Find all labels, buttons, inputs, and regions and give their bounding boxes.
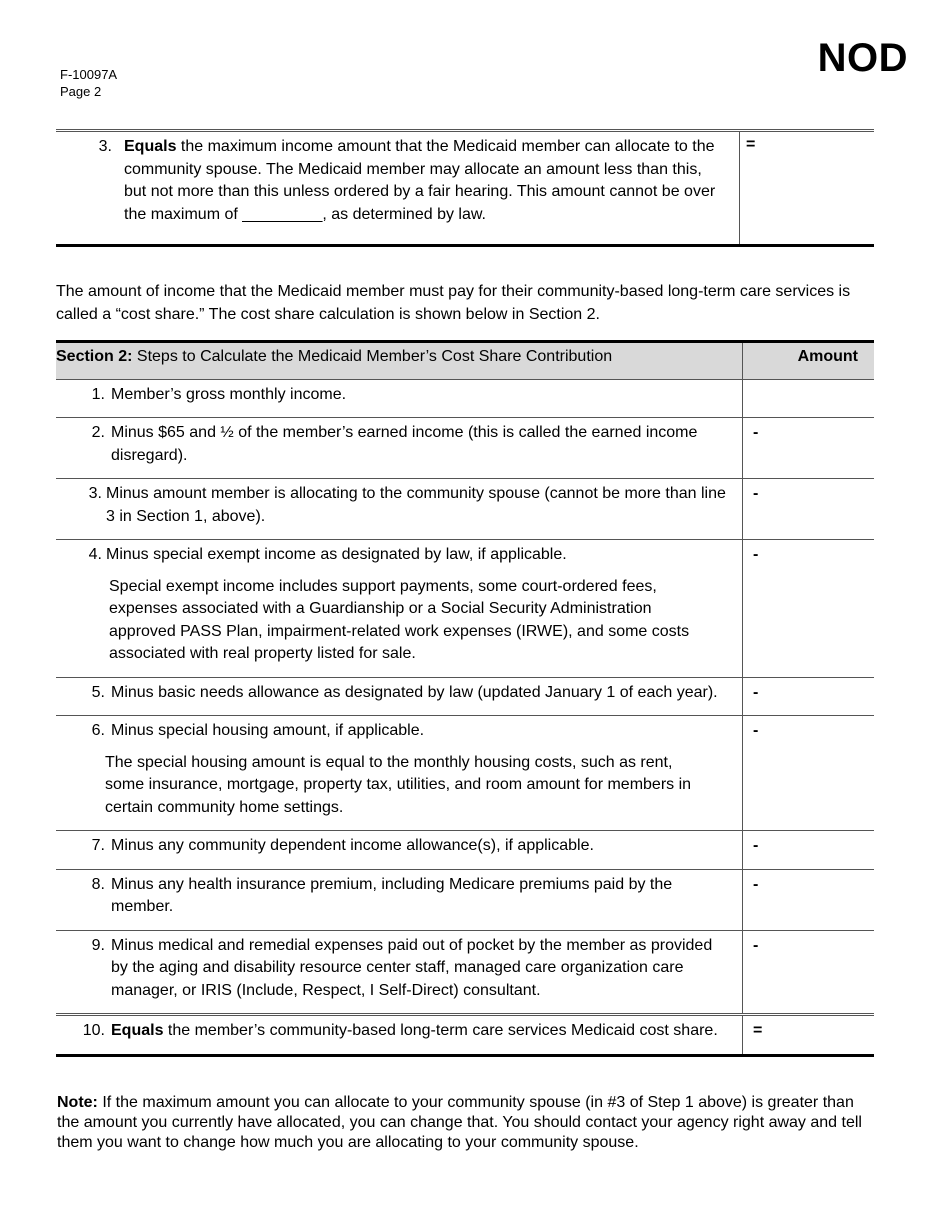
table-row — [56, 418, 874, 479]
amount-cell: - — [743, 930, 875, 1015]
row-subtext: The special housing amount is equal to the monthly housing costs, such as rent, some insurance, mortgage, property tax, utilities, and room amount for members in certain community home settings. — [105, 753, 692, 816]
table-row-total — [56, 1015, 874, 1056]
table-row — [56, 379, 874, 418]
row-bold: Equals — [111, 1022, 164, 1039]
row-number: 1. — [91, 385, 105, 403]
amount-cell: - — [743, 540, 875, 678]
table-row — [56, 677, 874, 716]
note-paragraph — [57, 1093, 877, 1153]
row-body: the member’s community-based long-term care services Medicaid cost share. — [163, 1022, 718, 1039]
item-bold: Equals — [124, 138, 177, 155]
note-text: If the maximum amount you can allocate to your community spouse (in #3 of Step 1 above) is greater than the amount you currently have allocated, you can change that. You should contact your agency right away and tell them you want to change how much you are allocating to your community spouse. — [57, 1094, 862, 1151]
table-row — [56, 716, 874, 831]
row-number: 7. — [91, 837, 105, 854]
section1-table — [56, 129, 874, 247]
row-text: Minus $65 and ½ of the member’s earned income (this is called the earned income disregard). — [111, 424, 698, 464]
row-number: 5. — [91, 683, 105, 701]
amount-cell: - — [743, 418, 875, 479]
row-number: 10. — [82, 1022, 105, 1039]
item-number: 3. — [98, 138, 112, 155]
section1-amount-cell: = — [746, 136, 756, 153]
row-number: 3. — [88, 485, 102, 502]
section2-heading-label: Section 2: — [56, 348, 133, 365]
amount-header: Amount — [743, 342, 875, 380]
note-label: Note: — [57, 1094, 98, 1111]
table-row — [56, 831, 874, 870]
row-text: Minus special exempt income as designated by law, if applicable. — [106, 546, 567, 563]
amount-cell: - — [743, 869, 875, 930]
row-number: 4. — [88, 546, 102, 563]
row-text: Minus amount member is allocating to the community spouse (cannot be more than line 3 in Section 1, above). — [106, 485, 726, 525]
section2-table — [56, 340, 874, 1057]
row-text: Minus special housing amount, if applicable. — [111, 722, 425, 739]
section2-heading — [56, 342, 743, 380]
amount-cell — [743, 379, 875, 418]
row-subtext: Special exempt income includes support payments, some court-ordered fees, expenses associated with a Guardianship or a Social Security Administration approved PASS Plan, impairment-related work expenses (IRWE), and some costs associated with real property listed for sale. — [109, 577, 690, 662]
row-text: Minus medical and remedial expenses paid out of pocket by the member as provided by the aging and disability resource center staff, managed care organization care manager, or IRIS (Include, Respect, I Self-Direct) consultant. — [111, 936, 713, 999]
section2-heading-text: Steps to Calculate the Medicaid Member’s Cost Share Contribution — [132, 348, 613, 365]
amount-cell: - — [743, 479, 875, 540]
row-number: 8. — [91, 875, 105, 893]
row-text: Minus any community dependent income allowance(s), if applicable. — [111, 837, 594, 854]
form-number: F-10097A — [60, 67, 118, 82]
form-identifier — [60, 66, 117, 100]
row-text: Minus any health insurance premium, including Medicare premiums paid by the member. — [111, 875, 673, 915]
page-number: Page 2 — [60, 84, 102, 99]
table-row — [56, 540, 874, 678]
section2-header-row — [56, 342, 874, 380]
amount-cell: - — [743, 831, 875, 870]
item-body: the maximum income amount that the Medicaid member can allocate to the community spouse. The Medicaid member may allocate an amount less than this, but not more than this unless ordered by a fair hearing. This amount cannot be over the maximum of _________, as determined by law. — [124, 138, 716, 223]
item-text — [124, 136, 727, 226]
table-row — [56, 869, 874, 930]
section1-item-3 — [56, 132, 740, 244]
intro-paragraph: The amount of income that the Medicaid member must pay for their community-based long-term care services is called a “cost share.” The cost share calculation is shown below in Section 2. — [56, 283, 851, 323]
table-row — [56, 930, 874, 1015]
row-number: 6. — [91, 722, 105, 739]
row-number: 9. — [91, 936, 105, 954]
document-title: NOD — [817, 36, 908, 80]
row-number: 2. — [91, 424, 105, 441]
amount-cell: - — [743, 716, 875, 831]
amount-cell: - — [743, 677, 875, 716]
amount-cell: = — [743, 1015, 875, 1056]
row-text: Minus basic needs allowance as designated by law (updated January 1 of each year). — [111, 683, 718, 701]
row-text: Member’s gross monthly income. — [111, 385, 347, 403]
row-text — [111, 1020, 741, 1043]
table-row — [56, 479, 874, 540]
